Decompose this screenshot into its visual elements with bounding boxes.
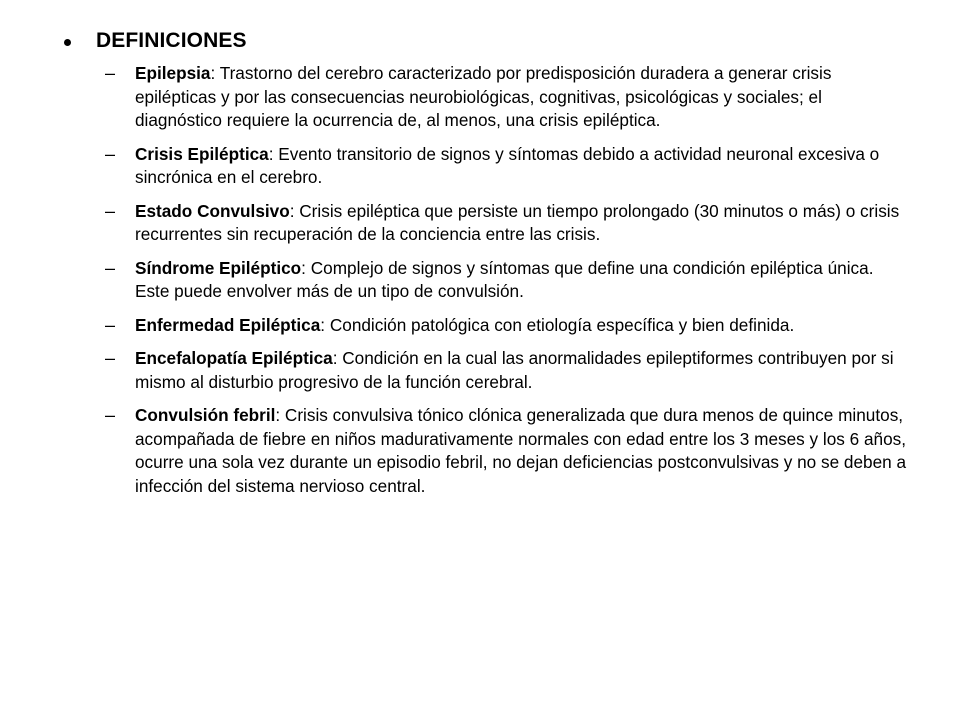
dash-bullet: –: [105, 405, 116, 425]
dash-bullet: –: [105, 143, 116, 164]
bullet-dot-icon: [64, 39, 71, 46]
dash-bullet: –: [105, 314, 116, 335]
definition-list: [105, 62, 910, 508]
dash-bullet: –: [105, 257, 116, 278]
definition-item: [105, 200, 910, 247]
definition-term: Enfermedad Epiléptica: [135, 314, 321, 335]
definition-text: : Condición en la cual las anormalidades epileptiformes contribuyen por si mismo al disturbio progresivo de la función cerebral.: [135, 348, 894, 392]
definition-body: [135, 257, 910, 304]
dash-bullet: –: [105, 63, 116, 83]
definition-text: : Trastorno del cerebro caracterizado por predisposición duradera a generar crisis epilépticas y por las consecuencias neurobiológicas, cognitivas, psicológicas y sociales; el diagnóstico requiere la ocurrencia de, al menos, una crisis epiléptica.: [135, 63, 832, 130]
definition-item: [105, 62, 910, 133]
definition-term: Estado Convulsivo: [135, 200, 290, 221]
definition-text: : Condición patológica con etiología específica y bien definida.: [320, 314, 795, 335]
dash-bullet: –: [105, 348, 116, 368]
definition-body: [135, 200, 910, 247]
definition-body: [135, 143, 910, 190]
definition-text: : Crisis epiléptica que persiste un tiempo prolongado (30 minutos o más) o crisis recurrentes sin recuperación de la conciencia entre las crisis.: [135, 200, 900, 244]
heading-row: [64, 29, 247, 53]
slide-heading: DEFINICIONES: [96, 29, 247, 52]
definition-text: : Crisis convulsiva tónico clónica generalizada que dura menos de quince minutos, acompañada de fiebre en niños madurativamente normales con edad entre los 3 meses y los 6 años, ocurre una sola vez durante un episodio febril, no dejan deficiencias postconvulsivas y no se deben a infección del sistema nervioso central.: [135, 405, 907, 496]
definition-item: [105, 143, 910, 190]
definition-term: Crisis Epiléptica: [135, 143, 269, 164]
definition-term: Síndrome Epiléptico: [135, 257, 302, 278]
definition-term: Convulsión febril: [135, 405, 276, 425]
dash-bullet: –: [105, 200, 116, 221]
definition-text: : Evento transitorio de signos y síntomas debido a actividad neuronal excesiva o sincrónica en el cerebro.: [135, 143, 880, 187]
definition-body: [135, 62, 910, 133]
definition-term: Encefalopatía Epiléptica: [135, 348, 333, 368]
definition-item: [105, 347, 910, 394]
definition-item: [105, 257, 910, 304]
definition-term: Epilepsia: [135, 63, 211, 83]
definition-text: : Complejo de signos y síntomas que define una condición epiléptica única. Este puede envolver más de un tipo de convulsión.: [135, 257, 874, 301]
definition-body: [135, 314, 910, 338]
definition-item: [105, 404, 910, 498]
definition-item: [105, 314, 910, 338]
definition-body: [135, 404, 910, 498]
definition-body: [135, 347, 910, 394]
